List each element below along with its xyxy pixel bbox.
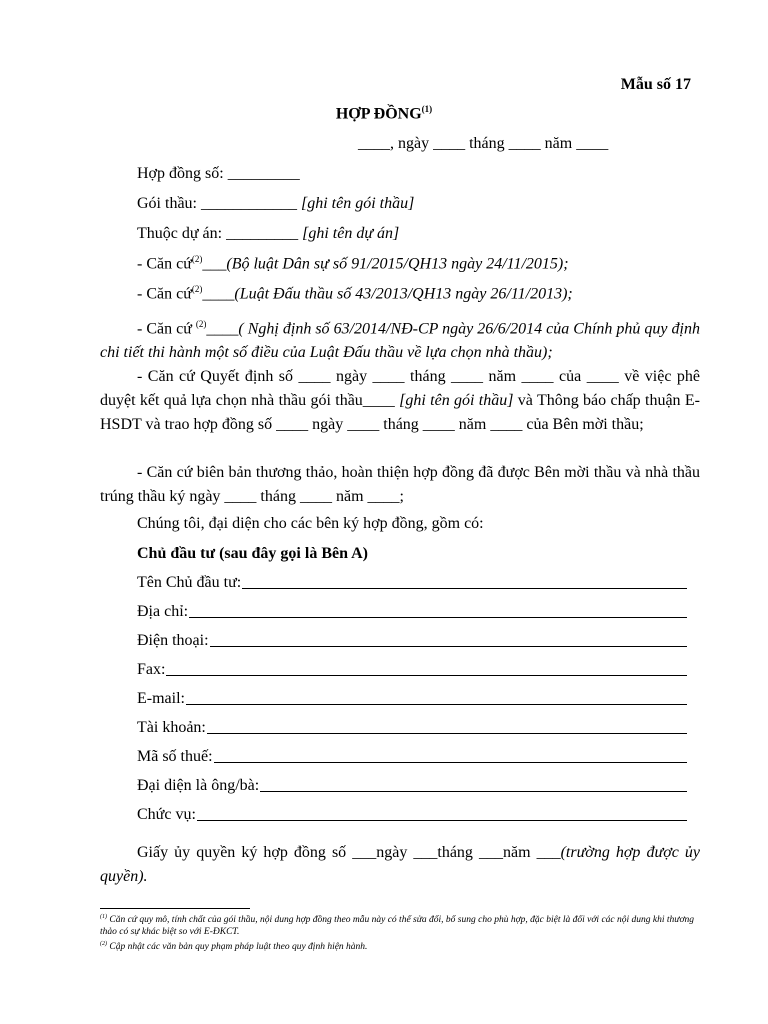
field-label: Mã số thuế:: [137, 748, 213, 765]
field-fax: [137, 661, 687, 681]
field-position: [137, 806, 687, 826]
field-label: Tài khoản:: [137, 719, 206, 736]
project-hint: [ghi tên dự án]: [302, 225, 400, 242]
project-line: [137, 225, 399, 243]
decision-paragraph: [100, 365, 700, 437]
fill-line: [260, 777, 687, 792]
footnotes: [100, 911, 700, 953]
fill-line: [242, 574, 687, 589]
minutes-paragraph: - Căn cứ biên bản thương thảo, hoàn thiện hợp đồng đã được Bên mời thầu và nhà thầu trúng thầu ký ngày ____ tháng ____ năm ____;: [100, 464, 700, 505]
field-label: Điện thoại:: [137, 632, 209, 649]
legal-basis-text: (Bộ luật Dân sự số 91/2015/QH13 ngày 24/11/2015);: [226, 255, 569, 273]
fill-line: [210, 632, 687, 647]
package-line: [137, 195, 414, 213]
title-text: HỢP ĐỒNG: [335, 105, 422, 123]
field-label: Chức vụ:: [137, 806, 196, 823]
legal-basis-1: [137, 254, 569, 273]
legal-basis-prefix: - Căn cứ: [137, 255, 192, 273]
footnote-divider: [100, 908, 250, 909]
field-account: [137, 719, 687, 739]
decision-text-part1: - Căn cứ Quyết định số ____ ngày ____ tháng ____ năm ____ của ____ về việc phê duyệt kết quả lựa chọn nhà thầu gói thầu____: [100, 368, 700, 409]
authorization-text: Giấy ủy quyền ký hợp đồng số ___ngày ___tháng ___năm ___: [137, 844, 561, 861]
fill-line: [166, 661, 687, 676]
legal-basis-blank: ____: [202, 285, 235, 303]
fill-line: [197, 806, 687, 821]
footnote-ref: (2): [100, 941, 107, 948]
legal-basis-text: (Luật Đấu thầu số 43/2013/QH13 ngày 26/11/2013);: [234, 285, 573, 303]
decision-hint: [ghi tên gói thầu]: [399, 392, 514, 409]
legal-basis-ref: (2): [191, 284, 203, 294]
legal-basis-text: ( Nghị định số 63/2014/NĐ-CP ngày 26/6/2014 của Chính phủ quy định chi tiết thi hành một số điều của Luật Đấu thầu về lựa chọn nhà thầu);: [100, 320, 700, 362]
field-email: [137, 690, 687, 710]
field-phone: [137, 632, 687, 652]
legal-basis-prefix: - Căn cứ: [137, 320, 196, 338]
project-label: Thuộc dự án: _________: [137, 225, 303, 242]
document-title: [0, 104, 768, 123]
field-representative: [137, 777, 687, 797]
field-label: Địa chỉ:: [137, 603, 189, 620]
fill-line: [214, 748, 687, 763]
footnote-text: Căn cứ quy mô, tính chất của gói thầu, nội dung hợp đồng theo mẫu này có thể sửa đổi, bổ sung cho phù hợp, đặc biệt là đối với các nội dung khi thương thảo có sự khác biệt so với E-ĐKCT.: [100, 915, 695, 938]
field-label: Tên Chủ đầu tư:: [137, 574, 242, 591]
intro-line: Chúng tôi, đại diện cho các bên ký hợp đồng, gồm có:: [137, 515, 484, 532]
footnote-text: Cập nhật các văn bản quy phạm pháp luật theo quy định hiện hành.: [107, 942, 368, 953]
field-tax-code: [137, 748, 687, 768]
field-investor-name: [137, 574, 687, 594]
legal-basis-3: [100, 312, 700, 365]
fill-line: [186, 690, 687, 705]
form-number: Mẫu số 17: [620, 76, 691, 93]
fill-line: [207, 719, 687, 734]
field-label: E-mail:: [137, 690, 185, 707]
title-footnote-ref: (1): [421, 104, 433, 114]
legal-basis-blank: ____: [206, 320, 239, 338]
contract-number-line: Hợp đồng số: _________: [137, 165, 300, 182]
footnote-2: [100, 938, 700, 953]
footnote-1: [100, 911, 700, 938]
footnote-ref: (1): [100, 914, 107, 920]
package-hint: [ghi tên gói thầu]: [301, 195, 415, 212]
field-label: Fax:: [137, 661, 166, 678]
legal-basis-ref: (2): [195, 319, 207, 329]
legal-basis-prefix: - Căn cứ: [137, 285, 192, 303]
package-label: Gói thầu: ____________: [137, 195, 301, 212]
party-a-heading: Chủ đầu tư (sau đây gọi là Bên A): [137, 545, 368, 562]
legal-basis-ref: (2): [191, 254, 203, 264]
date-line: ____, ngày ____ tháng ____ năm ____: [358, 135, 609, 152]
authorization-paragraph: [100, 841, 700, 889]
authorization-hint: (trường hợp được ủy quyền).: [100, 844, 700, 885]
legal-basis-blank: ___: [202, 255, 227, 273]
fill-line: [189, 603, 687, 618]
field-address: [137, 603, 687, 623]
decision-text-part2: và Thông báo chấp thuận E-HSDT và trao hợp đồng số ____ ngày ____ tháng ____ năm ____ của Bên mời thầu;: [100, 392, 700, 433]
field-label: Đại diện là ông/bà:: [137, 777, 260, 794]
legal-basis-2: [137, 284, 573, 303]
